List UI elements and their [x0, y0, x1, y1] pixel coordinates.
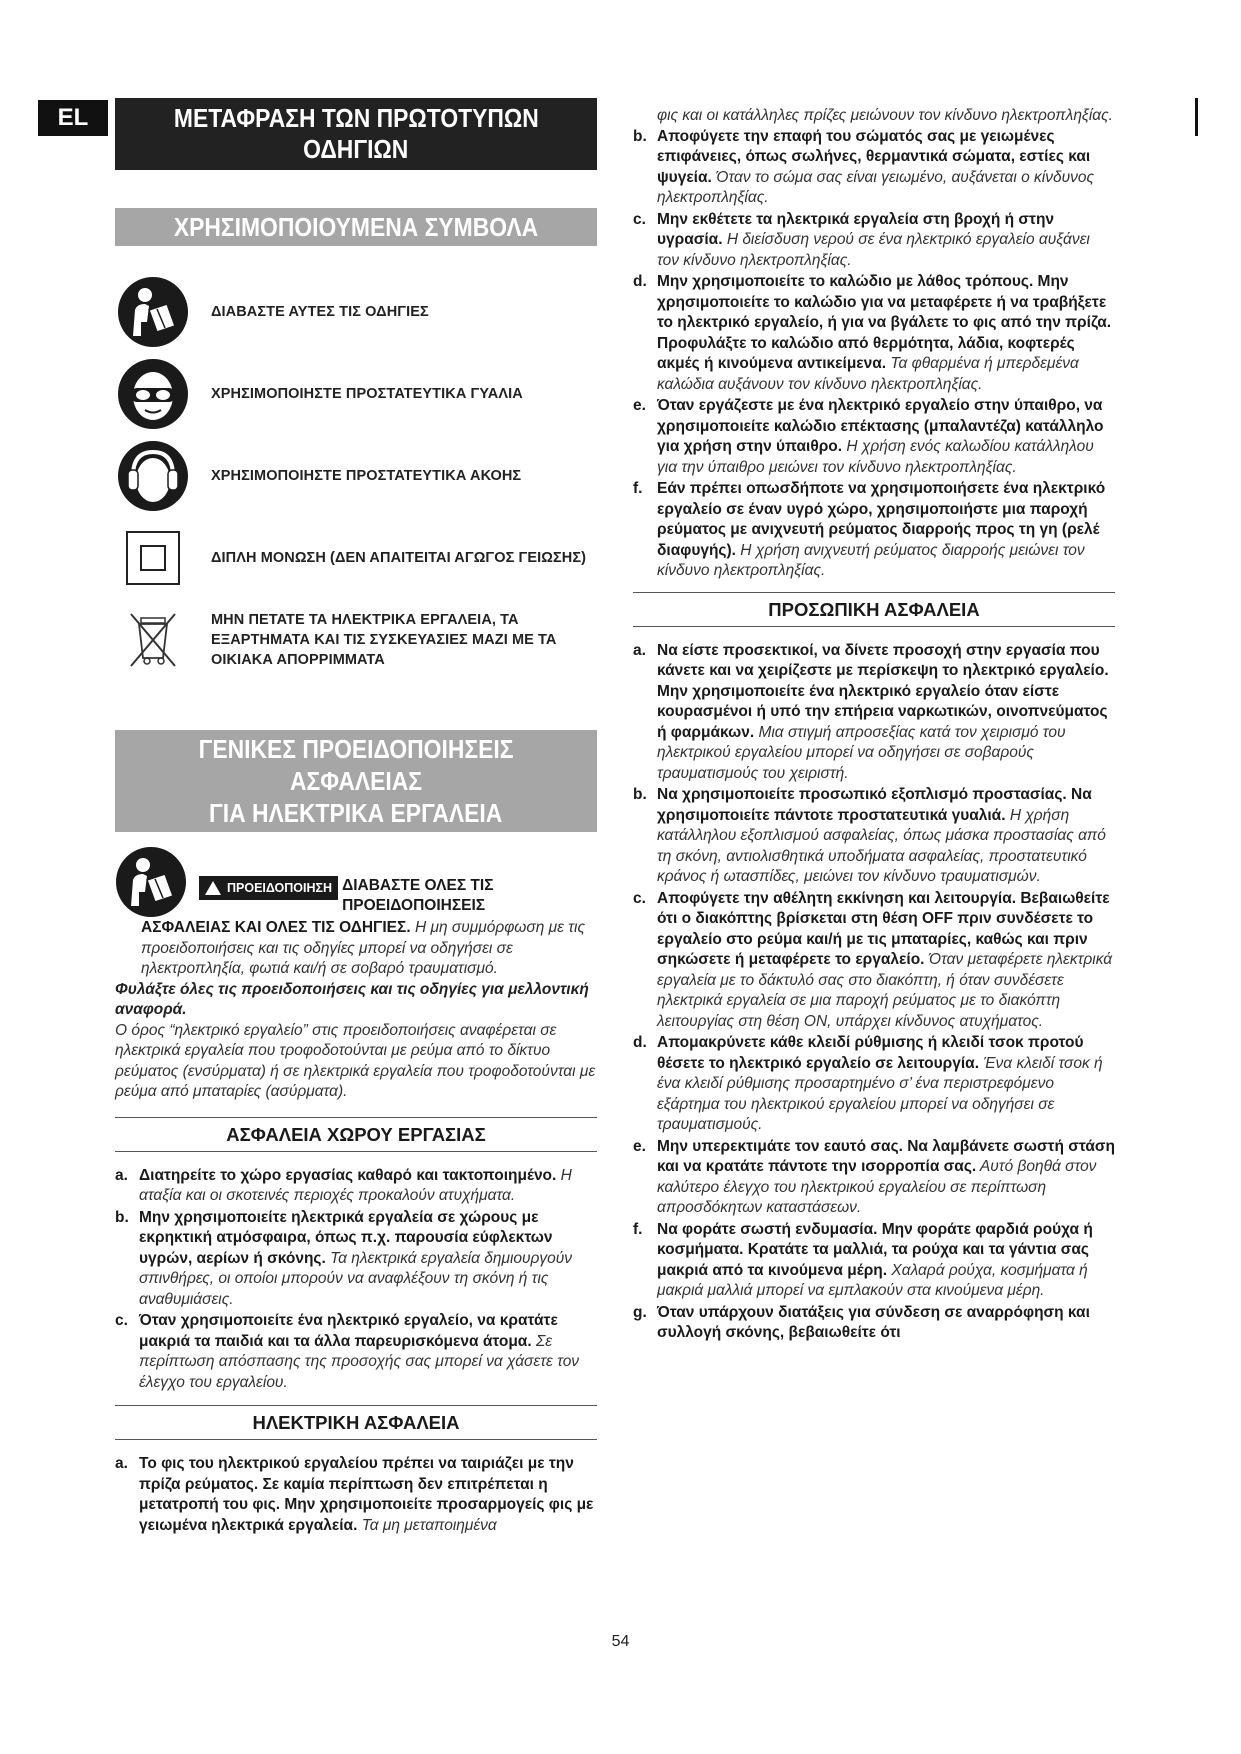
safety-goggles-icon: [115, 356, 191, 432]
item-letter: f.: [633, 1220, 643, 1238]
item-text: Χαλαρά ρούχα, κοσμήματα ή μακριά μαλλιά μπορεί να εμπλακούν στα κινούμενα μέρη.: [657, 1261, 1088, 1299]
item-text: Τα φθαρμένα ή μπερδεμένα καλώδια αυξάνουν τον κίνδυνο ηλεκτροπληξίας.: [657, 355, 1079, 393]
list-item: [115, 1208, 597, 1311]
item-text: Μια στιγμή απροσεξίας κατά τον χειρισμό του ηλεκτρικού εργαλείου μπορεί να οδηγήσει σε σοβαρούς τραυματισμούς του χειριστή.: [657, 723, 1066, 782]
symbols-banner: [115, 208, 597, 246]
list-item: [115, 1454, 597, 1536]
warning-heading-2: ΠΡΟΕΙΔΟΠΟΙΗΣΕΙΣ: [342, 897, 486, 914]
item-bold: Όταν υπάρχουν διατάξεις για σύνδεση σε αναρρόφηση και συλλογή σκόνης, βεβαιωθείτε ότι: [657, 1303, 1090, 1341]
general-warnings-banner: [115, 730, 597, 832]
warning-heading-1: ΔΙΑΒΑΣΤΕ ΟΛΕΣ ΤΙΣ: [342, 877, 494, 894]
list-item: [115, 1311, 597, 1393]
symbol-label: ΧΡΗΣΙΜΟΠΟΙΗΣΤΕ ΠΡΟΣΤΑΤΕΥΤΙΚΑ ΑΚΟΗΣ: [211, 468, 522, 484]
list-item: [115, 1166, 597, 1207]
item-letter: c.: [115, 1312, 128, 1329]
electrical-heading: ΗΛΕΚΤΡΙΚΗ ΑΣΦΑΛΕΙΑ: [115, 1405, 597, 1440]
list-item: [633, 396, 1115, 478]
item-bold: Όταν εργάζεστε με ένα ηλεκτρικό εργαλείο στην ύπαιθρο, να χρησιμοποιείτε καλώδιο επέκτασης (μπαλαντέζα) κατάλληλο για χρήση στην ύπαιθρο.: [657, 397, 1104, 455]
term-definition-text: Ο όρος “ηλεκτρικό εργαλείο” στις προειδοποιήσεις αναφέρεται σε ηλεκτρικά εργαλεία που τροφοδοτούνται με ρεύμα από το δίκτυο ρεύματος (ενσύρματα) ή σε ηλεκτρικά εργαλεία που τροφοδοτούνται με ρεύμα από μπαταρίες (ασύρματα).: [115, 1021, 596, 1100]
list-item: [633, 1303, 1115, 1344]
item-text: Σε περίπτωση απόσπασης της προσοχής σας μπορεί να χάσετε τον έλεγχο του εργαλείου.: [139, 1332, 580, 1391]
item-bold: Απομακρύνετε κάθε κλειδί ρύθμισης ή κλειδί τσοκ προτού θέσετε το ηλεκτρικό εργαλείο σε λειτουργία.: [657, 1034, 1084, 1072]
symbol-row: [115, 602, 597, 678]
personal-safety-heading: ΠΡΟΣΩΠΙΚΗ ΑΣΦΑΛΕΙΑ: [633, 592, 1115, 627]
item-letter: b.: [115, 1208, 129, 1226]
work-area-heading: ΑΣΦΑΛΕΙΑ ΧΩΡΟΥ ΕΡΓΑΣΙΑΣ: [115, 1117, 597, 1152]
warning-block: [115, 846, 597, 918]
item-letter: d.: [633, 273, 647, 290]
warning-badge-label: ΠΡΟΕΙΔΟΠΟΙΗΣΗ: [227, 881, 333, 895]
item-text: Η χρήση ανιχνευτή ρεύματος διαρροής μειώνει τον κίνδυνο ηλεκτροπληξίας.: [657, 541, 1085, 579]
item-bold: Διατηρείτε το χώρο εργασίας καθαρό και τακτοποιημένο.: [139, 1166, 557, 1184]
double-insulation-icon: [115, 520, 191, 596]
warning-text: Η μη συμμόρφωση με τις προειδοποιήσεις και τις οδηγίες μπορεί να οδηγήσει σε ηλεκτροπληξία, φωτιά και/ή σε σοβαρό τραυματισμό.: [141, 919, 586, 977]
item-text: Αυτό βοηθά στον καλύτερο έλεγχο του ηλεκτρικού εργαλείου σε περίπτωση απροσδόκητων καταστάσεων.: [657, 1158, 1097, 1216]
symbol-row: [115, 520, 597, 596]
symbol-row: [115, 274, 597, 350]
list-item: [633, 785, 1115, 888]
item-text: Ένα κλειδί τσοκ ή ένα κλειδί ρύθμισης προσαρτημένο σ’ ένα περιστρεφόμενο εξάρτημα του ηλεκτρικού εργαλείου μπορεί να οδηγήσει σε τραυματισμούς.: [657, 1054, 1103, 1133]
warning-heading-3: ΑΣΦΑΛΕΙΑΣ ΚΑΙ ΟΛΕΣ ΤΙΣ ΟΔΗΓΙΕΣ.: [141, 919, 411, 936]
item-bold: Μην υπερεκτιμάτε τον εαυτό σας. Να λαμβάνετε σωστή στάση και να κρατάτε πάντοτε την ισορροπία σας.: [657, 1137, 1115, 1175]
title-line-1: ΜΕΤΑΦΡΑΣΗ ΤΩΝ ΠΡΩΤΟΤΥΠΩΝ: [173, 103, 539, 133]
read-manual-icon: [115, 274, 191, 350]
list-item: [633, 127, 1115, 209]
item-bold: Το φις του ηλεκτρικού εργαλείου πρέπει να ταιριάζει με την πρίζα ρεύματος. Σε καμία περίπτωση δεν επιτρέπεται η μετατροπή του φις. Μην χρησιμοποιείτε προσαρμογείς φις με γειωμένα ηλεκτρικά εργαλεία.: [139, 1455, 594, 1534]
continuation-text: φις και οι κατάλληλες πρίζες μειώνουν τον κίνδυνο ηλεκτροπληξίας.: [657, 107, 1113, 124]
list-item: [633, 1137, 1115, 1219]
list-item: [633, 641, 1115, 785]
title-line-2: ΟΔΗΓΙΩΝ: [303, 134, 409, 164]
item-bold: Αποφύγετε την αθέλητη εκκίνηση και λειτουργία. Βεβαιωθείτε ότι ο διακόπτης βρίσκεται στη θέση OFF πριν συνδέσετε το εργαλείο στο ρεύμα και/ή με τις μπαταρίες, καθώς και πριν σηκώσετε ή μεταφέρετε το εργαλείο.: [657, 889, 1110, 968]
item-bold: Να χρησιμοποιείτε προσωπικό εξοπλισμό προστασίας. Να χρησιμοποιείτε πάντοτε προστατευτικά γυαλιά.: [657, 786, 1092, 824]
item-bold: Εάν πρέπει οπωσδήποτε να χρησιμοποιήσετε ένα ηλεκτρικό εργαλείο σε έναν υγρό χώρο, χρησιμοποιήστε μια παροχή ρεύματος με ανιχνευτή ρεύματος διαρροής προς τη γη (ρελέ διαφυγής).: [657, 480, 1106, 559]
weee-bin-icon: [115, 602, 191, 678]
item-bold: Να είστε προσεκτικοί, να δίνετε προσοχή στην εργασία που κάνετε και να χειρίζεστε με περίσκεψη το ηλεκτρικό εργαλείο. Μην χρησιμοποιείτε ένα ηλεκτρικό εργαλείο όταν είστε κουρασμένοι ή υπό την επήρεια ναρκωτικών, οινοπνεύματος ή φαρμάκων.: [657, 641, 1109, 741]
item-letter: d.: [633, 1034, 647, 1051]
read-manual-icon: [115, 846, 187, 918]
page-number: 54: [611, 1633, 630, 1650]
symbols-banner-text: ΧΡΗΣΙΜΟΠΟΙΟΥΜΕΝΑ ΣΥΜΒΟΛΑ: [173, 212, 539, 242]
symbol-label: ΔΙΑΒΑΣΤΕ ΑΥΤΕΣ ΤΙΣ ΟΔΗΓΙΕΣ: [211, 304, 429, 320]
symbol-row: [115, 356, 597, 432]
symbols-list: [115, 274, 597, 678]
list-item: [633, 210, 1115, 272]
item-text: Τα ηλεκτρικά εργαλεία δημιουργούν σπινθήρες, οι οποίοι μπορούν να αναφλέξουν τη σκόνη ή τις αναθυμιάσεις.: [139, 1249, 573, 1308]
item-text: Η χρήση κατάλληλου εξοπλισμού ασφαλείας, όπως μάσκα προστασίας από τη σκόνη, αντιολισθητικά υποδήματα ασφαλείας, προστατευτικό κράνος ή ωτασπίδες, μειώνει τον κίνδυνο τραυματισμών.: [657, 806, 1106, 885]
warning-triangle-icon: [205, 881, 221, 895]
item-letter: a.: [115, 1455, 128, 1472]
language-tag: EL: [38, 100, 108, 136]
margin-mark: [1195, 98, 1198, 136]
item-letter: a.: [633, 641, 646, 659]
item-letter: c.: [633, 210, 646, 228]
item-bold: Όταν χρησιμοποιείτε ένα ηλεκτρικό εργαλείο, να κρατάτε μακριά τα παιδιά και τα άλλα παρευρισκόμενα άτομα.: [139, 1312, 558, 1350]
page-title: [115, 98, 597, 170]
item-text: Η διείσδυση νερού σε ένα ηλεκτρικό εργαλείο αυξάνει τον κίνδυνο ηλεκτροπληξίας.: [657, 231, 1090, 269]
item-letter: f.: [633, 480, 643, 497]
left-column: [115, 98, 597, 1537]
item-letter: e.: [633, 397, 646, 414]
list-item: [633, 889, 1115, 1033]
list-item: [633, 272, 1115, 395]
symbol-label: ΔΙΠΛΗ ΜΟΝΩΣΗ (ΔΕΝ ΑΠΑΙΤΕΙΤΑΙ ΑΓΩΓΟΣ ΓΕΙΩΣΗΣ): [211, 550, 587, 566]
item-letter: g.: [633, 1303, 647, 1321]
warning-badge: [199, 876, 338, 900]
item-letter: a.: [115, 1166, 128, 1184]
symbol-label: ΧΡΗΣΙΜΟΠΟΙΗΣΤΕ ΠΡΟΣΤΑΤΕΥΤΙΚΑ ΓΥΑΛΙΑ: [211, 386, 523, 402]
ear-protection-icon: [115, 438, 191, 514]
general-banner-line-2: ΓΙΑ ΗΛΕΚΤΡΙΚΑ ΕΡΓΑΛΕΙΑ: [209, 798, 503, 828]
list-item: [633, 1220, 1115, 1302]
item-text: Η χρήση ενός καλωδίου κατάλληλου για την ύπαιθρο μειώνει τον κίνδυνο ηλεκτροπληξίας.: [657, 438, 1094, 476]
list-item: [633, 479, 1115, 582]
symbol-row: [115, 438, 597, 514]
item-text: Η αταξία και οι σκοτεινές περιοχές προκαλούν ατυχήματα.: [139, 1166, 572, 1204]
item-bold: Μην χρησιμοποιείτε το καλώδιο με λάθος τρόπους. Μην χρησιμοποιείτε το καλώδιο για να μεταφέρετε ή να τραβήξετε το ηλεκτρικό εργαλείο, ή για να βγάλετε το φις από την πρίζα. Προφυλάξτε το καλώδιο από θερμότητα, λάδια, κοφτερές ακμές ή κινούμενα αντικείμενα.: [657, 273, 1112, 372]
item-bold: Αποφύγετε την επαφή του σώματός σας με γειωμένες επιφάνειες, όπως σωλήνες, θερμαντικά σώματα, εστίες και ψυγεία.: [657, 127, 1091, 186]
item-text: Τα μη μεταποιημένα: [357, 1516, 497, 1534]
general-banner-line-1: ΓΕΝΙΚΕΣ ΠΡΟΕΙΔΟΠΟΙΗΣΕΙΣ ΑΣΦΑΛΕΙΑΣ: [198, 734, 514, 796]
item-text: Όταν μεταφέρετε ηλεκτρικά εργαλεία με το δάκτυλό σας στο διακόπτη, ή όταν συνδέσετε ηλεκτρικά εργαλεία σε μια παροχή ρεύματος με το διακόπτη λειτουργίας στη θέση ON, υπάρχει κίνδυνος ατυχήματος.: [657, 951, 1113, 1030]
keep-instructions-text: Φυλάξτε όλες τις προειδοποιήσεις και τις οδηγίες για μελλοντική αναφορά.: [115, 980, 589, 1018]
symbol-label: ΜΗΝ ΠΕΤΑΤΕ ΤΑ ΗΛΕΚΤΡΙΚΑ ΕΡΓΑΛΕΙΑ, ΤΑ ΕΞΑΡΤΗΜΑΤΑ ΚΑΙ ΤΙΣ ΣΥΣΚΕΥΑΣΙΕΣ ΜΑΖΙ ΜΕ ΤΑ ΟΙΚΙΑΚΑ ΑΠΟΡΡΙΜΜΑΤΑ: [211, 612, 557, 668]
right-column: [633, 106, 1115, 1345]
list-item: [633, 1033, 1115, 1136]
item-bold: Να φοράτε σωστή ενδυμασία. Μην φοράτε φαρδιά ρούχα ή κοσμήματα. Κρατάτε τα μαλλιά, τα ρούχα και τα γάντια σας μακριά από τα κινούμενα μέρη.: [657, 1220, 1093, 1279]
item-letter: e.: [633, 1137, 646, 1155]
item-letter: b.: [633, 786, 647, 803]
item-bold: Μην χρησιμοποιείτε ηλεκτρικά εργαλεία σε χώρους με εκρηκτική ατμόσφαιρα, όπως π.χ. παρουσία εύφλεκτων υγρών, αερίων ή σκόνης.: [139, 1208, 553, 1267]
item-letter: c.: [633, 889, 646, 907]
item-text: Όταν το σώμα σας είναι γειωμένο, αυξάνεται ο κίνδυνος ηλεκτροπληξίας.: [657, 168, 1095, 206]
item-letter: b.: [633, 127, 647, 145]
item-bold: Μην εκθέτετε τα ηλεκτρικά εργαλεία στη βροχή ή στην υγρασία.: [657, 210, 1055, 248]
